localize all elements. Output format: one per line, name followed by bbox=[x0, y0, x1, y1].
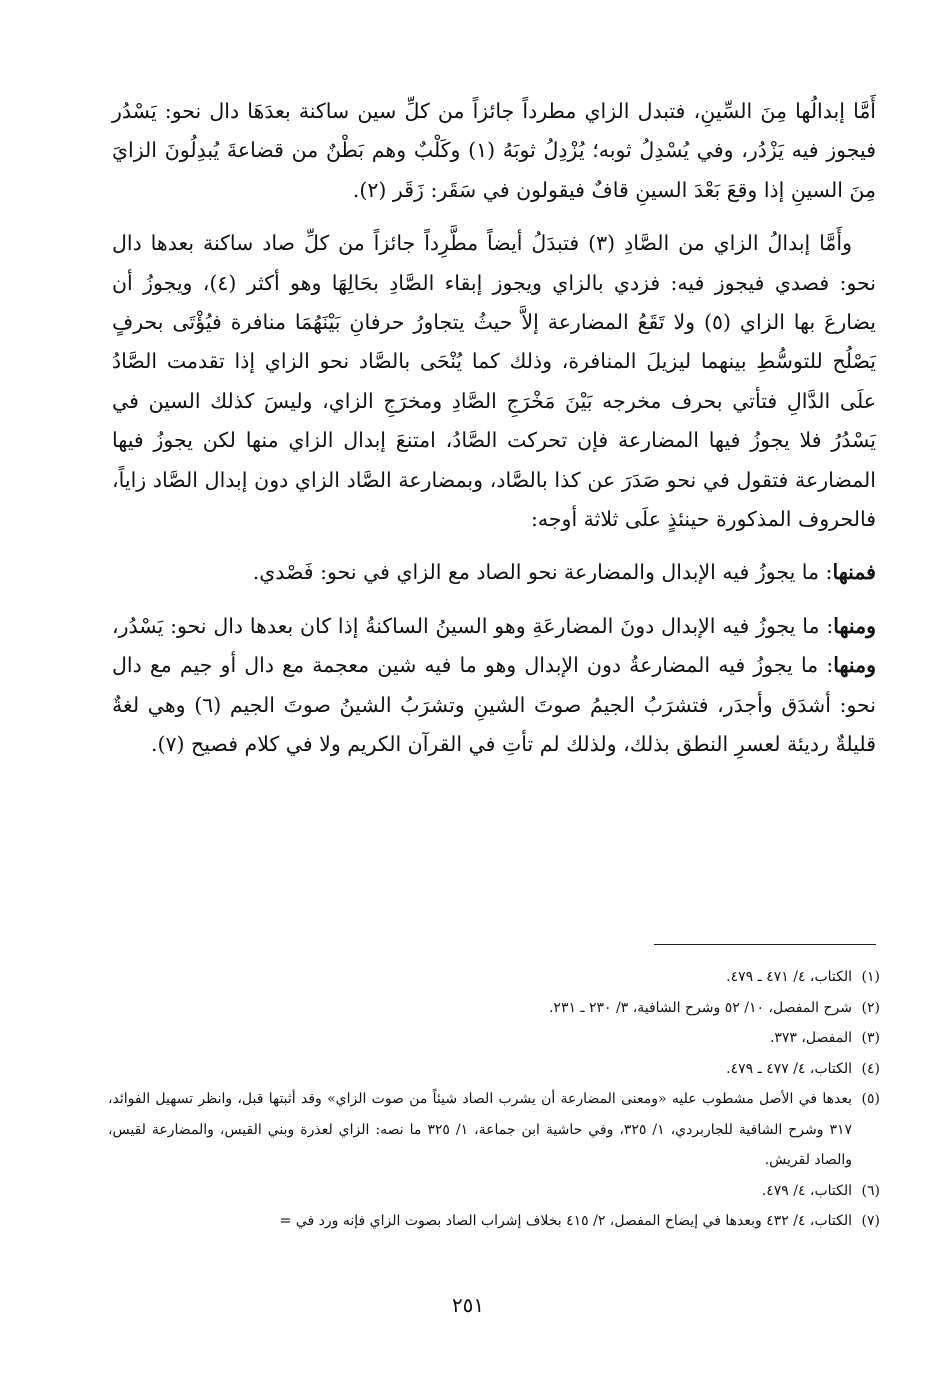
footnote bbox=[108, 1084, 880, 1176]
item-text: : ما يجوزُ فيه الإبدال والمضارعة نحو الصاد مع الزاي في نحو: فَصْدي. bbox=[252, 560, 833, 585]
item-label: ومنها bbox=[833, 613, 876, 638]
page-number: ٢٥١ bbox=[451, 1293, 485, 1317]
paragraph: أَمَّا إبدالُها مِنَ السِّينِ، فتبدل الزاي مطرداً جائزاً من كلِّ سين ساكنة بعدَهَا دال نحو: يَسْدُر فيجوز فيه يَزْدُر، وفي يُسْدِلُ ثوبه؛ يُزْدِلُ ثوبَهُ (١) وكَلْبٌ وهم بَطْنٌ من قضاعةَ يُبدِلُونَ الزايَ مِنَ السينِ إذا وقعَ بَعْدَ السينِ قافٌ فيقولون في سَقَر: زَقَر (٢). bbox=[112, 99, 876, 202]
footnote-number: (٢) bbox=[861, 999, 880, 1016]
item-label: ومنها bbox=[833, 653, 876, 678]
footnote-text: الكتاب، ٤/ ٤٧١ ـ ٤٧٩. bbox=[726, 969, 852, 985]
footnote-text: بعدها في الأصل مشطوب عليه «ومعنى المضارعة أن يشرب الصاد شيئاً من صوت الزاي» وقد أثبتها قبل، وانظر تسهيل الفوائد، ٣١٧ وشرح الشافية للجاربردي، ١/ ٣٢٥، وفي حاشية ابن جماعة، ١/ ٣٢٥ ما نصه: الزاي لعذرة وبني القيس، والمضارعة لقيس، والصاد لقريش. bbox=[108, 1091, 853, 1168]
footnote-number: (٤) bbox=[861, 1060, 880, 1077]
item-text: : ما يجوزُ فيه الإبدال دونَ المضارعَةِ وهو السينُ الساكنةُ إذا كان بعدها دال نحو: يَسْدُر، bbox=[112, 613, 834, 638]
footnote-number: (٦) bbox=[861, 1182, 880, 1199]
footnote-number: (٥) bbox=[861, 1091, 880, 1107]
paragraph: وأَمَّا إبدالُ الزاي من الصَّادِ (٣) فتبدَلُ أيضاً مطَّرِداً جائزاً من كلِّ صاد ساكنة بعدها دال نحو: فصدي فيجوز فيه: فزدي بالزاي ويجوز إبقاء الصَّادِ بحَالِهَا وهو أكثر (٤)، ويجوزُ أن يضارعَ بها الزاي (٥) ولا تَقَعُ المضارعة إلاَّ حيثُ يتجاورُ حرفانِ بَيْنَهُمَا منافرة فيُؤْتَى بحرفٍ يَصْلُح للتوسُّطِ بينهما ليزيلَ المنافرة، وذلك كما يُنْحَى بالصَّاد نحو الزاي إذا تقدمت الصَّادُ علَى الدَّالِ فتأتي بحرف مخرجه بَيْنَ مَخْرَجِ الصَّادِ ومخرَجِ الزاي، وليسَ كذلك السين في يَسْدُرُ فلا يجوزُ فيها المضارعة فإن تحركت الصَّادُ، امتنعَ إبدال الزاي منها لكن يجوزُ فيها المضارعة فتقول في نحو صَدَرَ عن كذا بالصَّاد، وبمضارعة الصَّاد الزاي دون إبدال الصَّاد زاياً، فالحروف المذكورة حينئذٍ علَى ثلاثة أوجه: bbox=[112, 231, 876, 532]
footnote-divider bbox=[654, 944, 876, 945]
list-item bbox=[112, 607, 876, 765]
footnote-text: الكتاب، ٤/ ٤٧٧ ـ ٤٧٩. bbox=[726, 1060, 852, 1077]
footnote-number: (٣) bbox=[861, 1030, 880, 1046]
footnote-text: الكتاب، ٤/ ٤٣٢ وبعدها في إيضاح المفصل، ٢/ ٤١٥ بخلاف إشراب الصاد بصوت الزاي فإنه ورد في = bbox=[279, 1213, 852, 1229]
footnote bbox=[108, 962, 880, 993]
footnote-text: شرح المفصل، ١٠/ ٥٢ وشرح الشافية، ٣/ ٢٣٠ ـ ٢٣١. bbox=[548, 999, 852, 1016]
footnote bbox=[108, 1054, 880, 1085]
footnote-number: (١) bbox=[861, 969, 880, 985]
list-item bbox=[112, 553, 876, 592]
footnote bbox=[108, 1176, 880, 1207]
footnote-text: الكتاب، ٤/ ٤٧٩. bbox=[761, 1182, 852, 1199]
footnote bbox=[108, 1023, 880, 1054]
item-label: فمنها bbox=[832, 560, 876, 585]
footnote bbox=[108, 1206, 880, 1237]
item-text: : ما يجوزُ فيه المضارعةُ دون الإبدال وهو ما فيه شين معجمة مع دال أو جيم مع دال نحو: أشدَق وأجدَر، فتشرَبُ الجيمُ صوتَ الشينِ وتشرَبُ الشينُ صوتَ الجيم (٦) وهي لغةٌ قليلةٌ رديئة لعسرِ النطق بذلك، ولذلك لم تأتِ في القرآن الكريم ولا في كلام فصيح (٧). bbox=[112, 653, 876, 757]
main-text bbox=[112, 92, 876, 779]
footnotes bbox=[108, 962, 880, 1237]
footnote-text: المفصل، ٣٧٣. bbox=[769, 1030, 852, 1046]
footnote bbox=[108, 993, 880, 1024]
footnote-number: (٧) bbox=[861, 1213, 880, 1229]
